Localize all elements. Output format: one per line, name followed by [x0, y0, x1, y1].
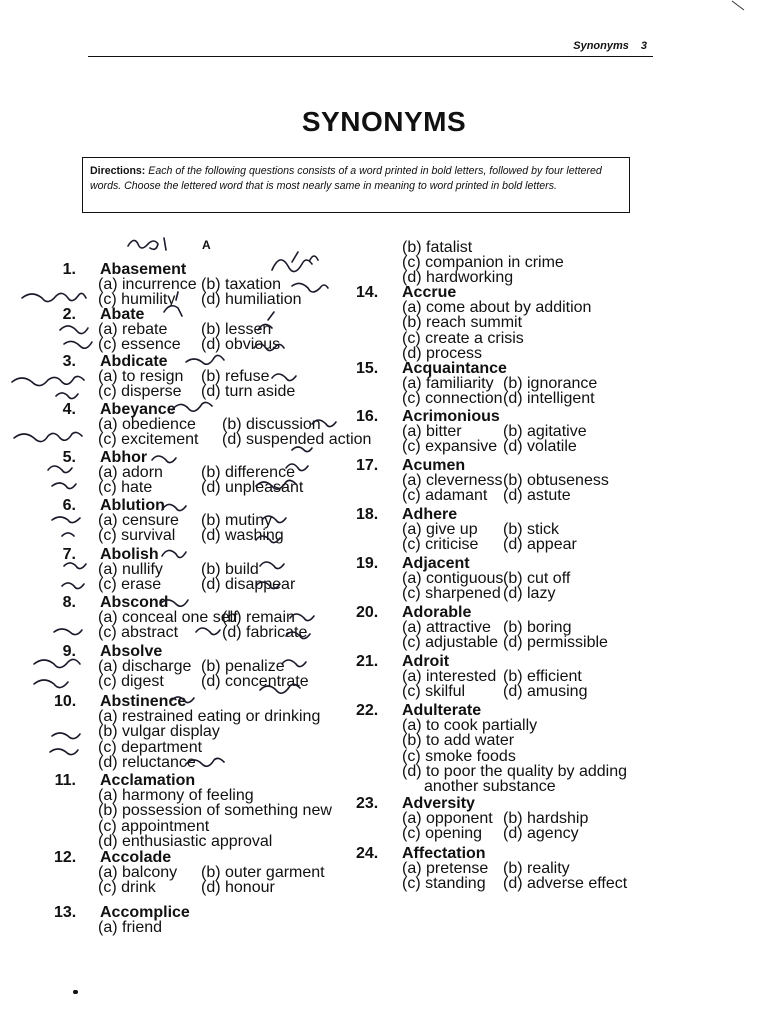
answer-option: (c) smoke foods: [402, 747, 516, 765]
answer-option: (b) lessen: [201, 321, 272, 339]
answer-option: (c) opening: [402, 825, 483, 843]
answer-option: (b) cut off: [503, 570, 571, 588]
answer-option: (a) friend: [98, 919, 163, 937]
answer-option: (d) lazy: [503, 585, 556, 603]
question-number: 18.: [356, 506, 379, 523]
question-number: 9.: [62, 643, 76, 660]
answer-option: (b) vulgar display: [98, 723, 220, 741]
answer-option: (a) nullify: [98, 561, 163, 579]
question-number: 23.: [356, 795, 379, 812]
answer-option: (a) conceal one self: [98, 609, 238, 627]
question-word: Ablution: [100, 497, 165, 514]
answer-option: (b) mutiny: [201, 512, 273, 530]
question-number: 5.: [62, 449, 76, 466]
answer-option: (d) suspended action: [222, 431, 372, 449]
answer-option: (b) agitative: [503, 423, 587, 441]
answer-option: (a) rebate: [98, 321, 168, 339]
question-word: Absolve: [100, 643, 163, 660]
question-number: 13.: [54, 904, 77, 921]
question-number: 12.: [54, 849, 77, 866]
answer-option: (c) appointment: [98, 817, 210, 835]
answer-option: (c) standing: [402, 875, 486, 893]
question-number: 3.: [62, 353, 76, 370]
answer-option: (c) humility: [98, 291, 176, 309]
answer-option: (a) balcony: [98, 864, 178, 882]
answer-option: (d) obvious: [201, 336, 281, 354]
question-number: 1.: [62, 261, 76, 278]
answer-option: (c) excitement: [98, 431, 199, 449]
directions-text: Each of the following questions consists of a word printed in bold letters, followed by four lettered words. Choose the lettered word that is most nearly same in meaning to word printed in bold letters.: [90, 165, 602, 192]
answer-option: (b) stick: [503, 521, 559, 539]
running-title: Synonyms: [573, 40, 629, 52]
answer-option: (a) discharge: [98, 658, 192, 676]
question-word: Abate: [100, 306, 145, 323]
question-word: Abolish: [100, 546, 159, 563]
question-word: Abhor: [100, 449, 148, 466]
question-number: 19.: [356, 555, 379, 572]
answer-option: (a) to cook partially: [402, 717, 538, 735]
question-number: 7.: [62, 546, 76, 563]
question-number: 21.: [356, 653, 379, 670]
question-number: 14.: [356, 284, 379, 301]
answer-option: (a) pretense: [402, 860, 489, 878]
answer-option: (a) give up: [402, 521, 478, 539]
question-number: 16.: [356, 408, 379, 425]
question-number: 24.: [356, 845, 379, 862]
question-word: Abstinence: [100, 693, 187, 710]
answer-option: (d) astute: [503, 487, 571, 505]
answer-option: (d) permissible: [503, 634, 608, 652]
answer-option: (b) ignorance: [503, 375, 598, 393]
answer-option: (d) amusing: [503, 683, 588, 701]
answer-option: (d) honour: [201, 879, 275, 897]
answer-option: (d) reluctance: [98, 753, 196, 771]
answer-option: (b) discussion: [222, 416, 321, 434]
answer-option: (d) adverse effect: [503, 875, 628, 893]
answer-option: (c) drink: [98, 879, 156, 897]
answer-option: (b) penalize: [201, 658, 285, 676]
answer-option: (d) washing: [201, 527, 284, 545]
answer-option: (a) contiguous: [402, 570, 504, 588]
question-word: Adhere: [402, 506, 458, 523]
answer-option: (d) appear: [503, 536, 577, 554]
question-word: Affectation: [402, 845, 486, 862]
question-number: 6.: [62, 497, 76, 514]
answer-option: (c) skilful: [402, 683, 466, 701]
answer-option: (d) volatile: [503, 438, 577, 456]
question-word: Acumen: [402, 457, 466, 474]
question-number: 4.: [62, 401, 76, 418]
answer-option: (b) possession of something new: [98, 802, 332, 820]
answer-option: (c) essence: [98, 336, 181, 354]
question-number: 22.: [356, 702, 379, 719]
answer-option: (a) censure: [98, 512, 179, 530]
page-title: SYNONYMS: [301, 106, 467, 137]
question-word: Abdicate: [100, 353, 168, 370]
section-letter: A: [202, 238, 211, 252]
answer-option: (d) to poor the quality by adding: [402, 762, 628, 780]
question-number: 20.: [356, 604, 379, 621]
answer-option: (d) humiliation: [201, 291, 302, 309]
answer-option: (c) survival: [98, 527, 176, 545]
question-word: Adulterate: [402, 702, 482, 719]
answer-option: (a) cleverness: [402, 472, 503, 490]
answer-option: (b) remain: [222, 609, 295, 627]
answer-option: (b) taxation: [201, 276, 282, 294]
answer-option: (c) adamant: [402, 487, 488, 505]
answer-option: (a) harmony of feeling: [98, 787, 254, 805]
answer-option: (a) bitter: [402, 423, 462, 441]
question-word: Adjacent: [402, 555, 470, 572]
answer-option: (c) create a crisis: [402, 329, 524, 347]
answer-option: another substance: [424, 778, 556, 795]
answer-option: (a) incurrence: [98, 276, 197, 294]
answer-option: (a) adorn: [98, 464, 163, 482]
answer-option: (c) connection: [402, 390, 503, 408]
answer-option: (c) hate: [98, 479, 153, 497]
answer-option: (c) digest: [98, 673, 164, 691]
question-word: Acclamation: [100, 772, 196, 789]
answer-option: (d) unpleasant: [201, 479, 304, 497]
answer-option: (a) opponent: [402, 810, 493, 828]
answer-option: (b) to add water: [402, 732, 515, 750]
answer-option: (a) come about by addition: [402, 299, 592, 317]
answer-option: (d) hardworking: [402, 269, 514, 287]
question-word: Accrue: [402, 284, 457, 301]
answer-option: (b) reach summit: [402, 314, 523, 332]
answer-option: (d) enthusiastic approval: [98, 832, 273, 850]
question-number: 17.: [356, 457, 379, 474]
answer-option: (a) attractive: [402, 619, 491, 637]
question-number: 2.: [62, 306, 76, 323]
answer-option: (a) interested: [402, 668, 497, 686]
answer-option: (a) obedience: [98, 416, 196, 434]
directions-label: Directions:: [90, 165, 146, 177]
answer-option: (c) erase: [98, 576, 162, 594]
answer-option: (c) adjustable: [402, 634, 499, 652]
answer-option: (a) familiarity: [402, 375, 494, 393]
answer-option: (b) outer garment: [201, 864, 325, 882]
answer-option: (b) obtuseness: [503, 472, 609, 490]
answer-option: (a) to resign: [98, 368, 184, 386]
answer-option: (b) reality: [503, 860, 570, 878]
question-word: Accolade: [100, 849, 172, 866]
question-word: Abasement: [100, 261, 187, 278]
question-number: 11.: [54, 772, 76, 789]
page-number: 3: [640, 40, 647, 52]
answer-option: (b) efficient: [503, 668, 582, 686]
answer-option: (d) intelligent: [503, 390, 595, 408]
answer-option: (c) companion in crime: [402, 254, 564, 272]
answer-option: (c) department: [98, 738, 203, 756]
question-word: Adversity: [402, 795, 475, 812]
answer-option: (b) refuse: [201, 368, 270, 386]
answer-option: (a) restrained eating or drinking: [98, 708, 321, 726]
question-number: 10.: [54, 693, 77, 710]
answer-option: (d) fabricate: [222, 624, 308, 642]
question-word: Abeyance: [100, 401, 176, 418]
answer-option: (d) disappear: [201, 576, 296, 594]
answer-option: (b) hardship: [503, 810, 589, 828]
question-word: Adroit: [402, 653, 450, 670]
answer-option: (d) agency: [503, 825, 579, 843]
answer-option: (b) difference: [201, 464, 295, 482]
question-word: Adorable: [402, 604, 472, 621]
answer-option: (b) build: [201, 561, 259, 579]
answer-option: (c) disperse: [98, 383, 182, 401]
answer-option: (b) boring: [503, 619, 572, 637]
question-number: 15.: [356, 360, 379, 377]
question-word: Acrimonious: [402, 408, 500, 425]
question-word: Accomplice: [100, 904, 190, 921]
question-word: Acquaintance: [402, 360, 507, 377]
answer-option: (d) process: [402, 344, 483, 362]
answer-option: (c) criticise: [402, 536, 479, 554]
end-mark: [73, 990, 78, 994]
answer-option: (d) turn aside: [201, 383, 296, 401]
question-number: 8.: [62, 594, 76, 611]
answer-option: (c) sharpened: [402, 585, 501, 603]
answer-option: (b) fatalist: [402, 239, 473, 256]
answer-option: (c) abstract: [98, 624, 179, 642]
answer-option: (c) expansive: [402, 438, 498, 456]
answer-option: (d) concentrate: [201, 673, 309, 691]
question-word: Abscond: [100, 594, 169, 611]
